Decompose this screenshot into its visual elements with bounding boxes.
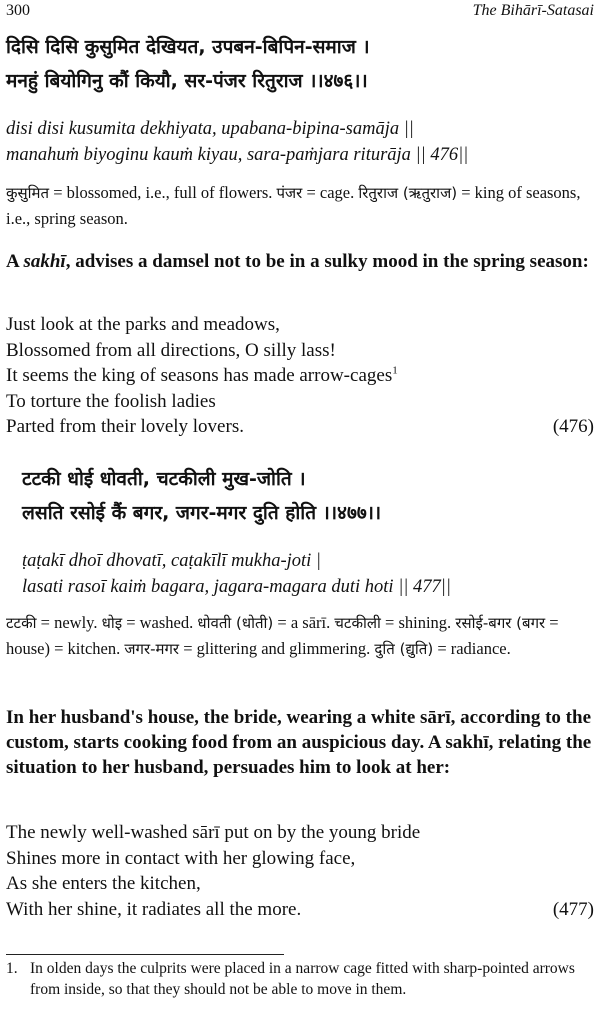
gloss-meaning: = cage.	[302, 183, 359, 202]
verse-line-text: It seems the king of seasons has made arrow-cages	[6, 365, 393, 386]
couplet-476-devanagari	[6, 30, 594, 98]
footnote-number: 1.	[6, 960, 18, 977]
running-title: The Bihārī-Satasai	[472, 2, 594, 19]
gloss-meaning: = shining.	[380, 613, 456, 632]
verse-line	[6, 414, 594, 440]
gloss-term: धोवती (धोती)	[197, 614, 274, 632]
couplet-476-glossary	[6, 180, 594, 231]
verse-line	[6, 897, 594, 923]
devanagari-line: दिसि दिसि कुसुमित देखियत, उपबन-बिपिन-समाज ।	[6, 36, 370, 58]
couplet-477-devanagari	[22, 462, 594, 530]
gloss-meaning: = newly.	[36, 613, 102, 632]
devanagari-line: टटकी धोई धोवती, चटकीली मुख-जोति ।	[22, 468, 306, 490]
verse-line: As she enters the kitchen,	[6, 873, 201, 894]
verse-line: The newly well-washed sārī put on by the young bride	[6, 822, 421, 843]
footnote-divider	[6, 954, 284, 955]
couplet-476-translation	[6, 312, 594, 440]
gloss-term: जगर-मगर	[124, 640, 180, 658]
gloss-meaning: = washed.	[122, 613, 198, 632]
gloss-term: टटकी	[6, 614, 37, 632]
couplet-476-transliteration	[6, 116, 594, 168]
verse-number: (476)	[552, 416, 594, 437]
context-text: , advises a damsel not to be in a sulky mood in the spring season:	[65, 251, 589, 272]
transliteration-line: ṭaṭakī dhoī dhovatī, caṭakīlī mukha-joti |	[22, 551, 321, 571]
verse-line	[6, 363, 594, 389]
context-text: A	[6, 251, 24, 272]
gloss-meaning: = glittering and glimmering.	[179, 639, 375, 658]
couplet-476-context	[6, 249, 594, 274]
gloss-meaning: = radiance.	[433, 639, 511, 658]
footnote-marker: 1	[392, 364, 398, 377]
verse-line: To torture the foolish ladies	[6, 390, 216, 412]
footnote-text: In olden days the culprits were placed in a narrow cage fitted with sharp-pointed arrows from inside, so that they should not be able to move in them.	[30, 960, 575, 998]
gloss-term: पंजर	[276, 184, 303, 202]
footnote	[6, 958, 594, 1000]
context-emphasis: sakhī	[23, 251, 66, 272]
verse-number: (477)	[552, 898, 594, 920]
gloss-meaning: = house) = kitchen.	[6, 613, 559, 658]
verse-line: Blossomed from all directions, O silly lass!	[6, 339, 336, 361]
transliteration-line: manahuṁ biyoginu kauṁ kiyau, sara-paṁjara riturāja || 476||	[6, 145, 469, 165]
couplet-477-context: In her husband's house, the bride, wearing a white sārī, according to the custom, starts cooking food from an auspicious day. A sakhī, relating the situation to her husband, persuades him to look at her:	[6, 707, 592, 778]
verse-line-text: Parted from their lovely lovers.	[6, 416, 244, 437]
transliteration-line: disi disi kusumita dekhiyata, upabana-bipina-samāja ||	[6, 119, 414, 139]
page-header	[6, 2, 594, 24]
gloss-term: कुसुमित	[6, 184, 50, 202]
transliteration-line: lasati rasoī kaiṁ bagara, jagara-magara duti hoti || 477||	[22, 577, 451, 597]
gloss-term: दुति (द्युति)	[374, 640, 434, 658]
verse-line: Shines more in contact with her glowing face,	[6, 847, 356, 869]
couplet-477-transliteration	[22, 548, 594, 600]
gloss-meaning: = king of seasons, i.e., spring season.	[6, 183, 581, 228]
gloss-term: धोइ	[101, 614, 123, 632]
gloss-term: रितुराज (ऋतुराज)	[358, 184, 458, 202]
gloss-meaning: = blossomed, i.e., full of flowers.	[49, 183, 277, 202]
devanagari-line: लसति रसोई कैं बगर, जगर-मगर दुति होति ।।४७७।।	[22, 502, 382, 524]
verse-line-text: With her shine, it radiates all the more.	[6, 898, 302, 920]
verse-line: Just look at the parks and meadows,	[6, 314, 280, 335]
gloss-meaning: = a sārī.	[273, 613, 335, 632]
couplet-477-translation	[6, 820, 594, 922]
devanagari-line: मनहुं बियोगिनु कौं कियौ, सर-पंजर रितुराज ।।४७६।।	[6, 70, 368, 92]
couplet-477-glossary	[6, 610, 594, 662]
gloss-term: चटकीली	[334, 614, 381, 632]
page-number: 300	[6, 2, 30, 19]
gloss-term: रसोई-बगर (बगर	[455, 614, 546, 632]
